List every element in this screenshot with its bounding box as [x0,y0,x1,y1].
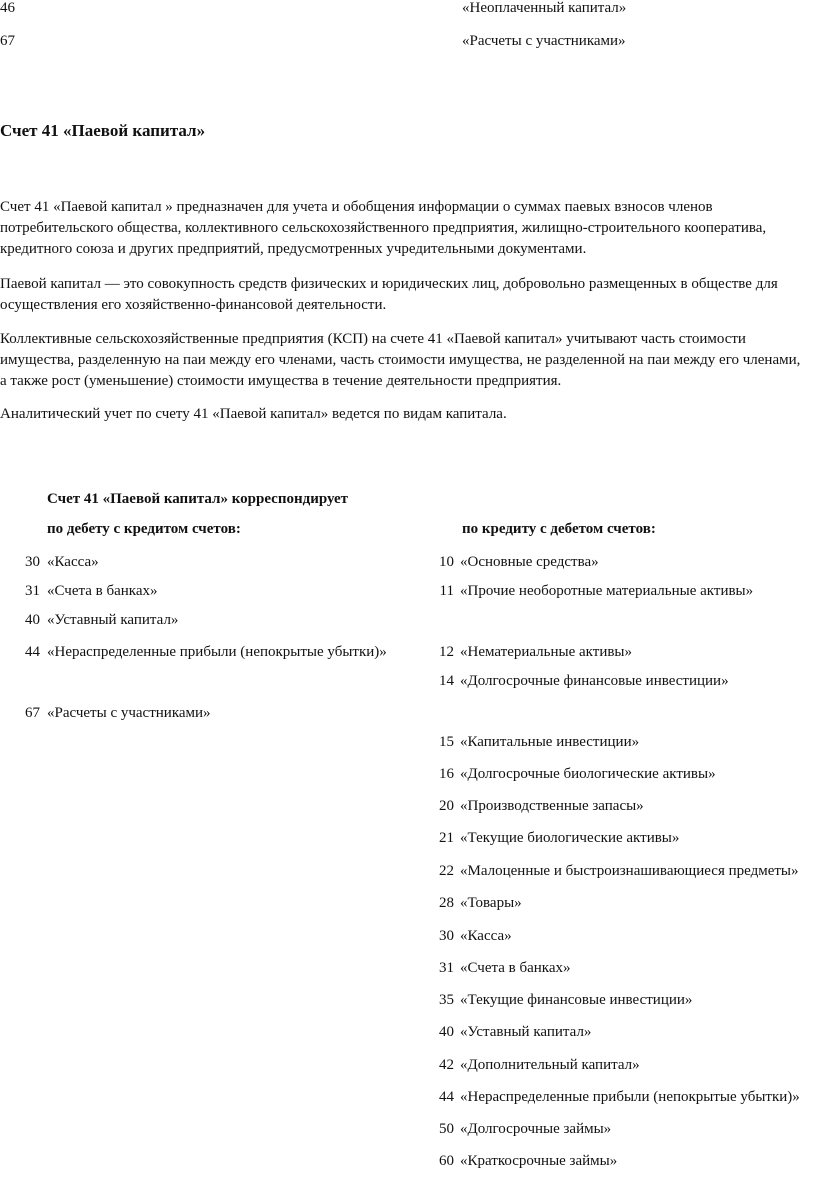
top-row-name: «Неоплаченный капитал» [462,0,627,16]
credit-row-name: «Производственные запасы» [460,798,644,814]
credit-row-name: «Касса» [460,928,512,944]
debit-row-name: «Расчеты с участниками» [47,705,211,721]
credit-row-code: 10 [439,554,454,570]
credit-row-code: 14 [439,673,454,689]
corr-heading: Счет 41 «Паевой капитал» корреспондирует [47,491,349,507]
debit-row-name: «Касса» [47,554,99,570]
credit-row-name: «Текущие финансовые инвестиции» [460,992,693,1008]
credit-row-name: «Товары» [460,895,522,911]
top-row-code: 46 [0,0,15,16]
paragraph: Паевой капитал — это совокупность средств физических и юридических лиц, добровольно размещенных в обществе для осуществления его хозяйственно-финансовой деятельности. [0,276,778,313]
section-title: Счет 41 «Паевой капитал» [0,121,206,140]
credit-header: по кредиту с дебетом счетов: [462,521,656,537]
credit-row-name: «Малоценные и быстроизнашивающиеся предметы» [460,863,799,879]
paragraph: Аналитический учет по счету 41 «Паевой капитал» ведется по видам капитала. [0,406,507,422]
credit-row-name: «Нераспределенные прибыли (непокрытые убытки)» [460,1089,800,1105]
debit-row-name: «Уставный капитал» [47,612,179,628]
credit-row-name: «Текущие биологические активы» [460,830,680,846]
credit-row-name: «Основные средства» [460,554,599,570]
credit-row-name: «Уставный капитал» [460,1024,592,1040]
debit-row-code: 30 [25,554,40,570]
credit-row-code: 35 [439,992,454,1008]
credit-row-name: «Долгосрочные займы» [460,1121,612,1137]
credit-row-code: 28 [439,895,454,911]
credit-row-code: 15 [439,734,454,750]
credit-row-code: 60 [439,1153,454,1169]
credit-row-name: «Долгосрочные биологические активы» [460,766,716,782]
paragraph: Коллективные сельскохозяйственные предприятия (КСП) на счете 41 «Паевой капитал» учитывают часть стоимости имущества, разделенную на паи между его членами, часть стоимости имущества, не разделенной на паи между его членами, а также рост (уменьшение) стоимости имущества в течение деятельности предприятия. [0,331,801,389]
credit-row-code: 16 [439,766,454,782]
top-row-code: 67 [0,33,15,49]
credit-row-code: 44 [439,1089,454,1105]
debit-header: по дебету с кредитом счетов: [47,521,241,537]
credit-row-name: «Капитальные инвестиции» [460,734,640,750]
credit-row-name: «Нематериальные активы» [460,644,633,660]
credit-row-name: «Прочие необоротные материальные активы» [460,583,754,599]
credit-row-code: 12 [439,644,454,660]
debit-row-code: 40 [25,612,40,628]
debit-row-code: 31 [25,583,40,599]
credit-row-code: 30 [439,928,454,944]
credit-row-name: «Краткосрочные займы» [460,1153,618,1169]
debit-row-code: 67 [25,705,40,721]
paragraph: Счет 41 «Паевой капитал » предназначен для учета и обобщения информации о суммах паевых взносов членов потребительского общества, коллективного сельскохозяйственного предприятия, жилищно-строительного кооператива, кредитного союза и других предприятий, предусмотренных учредительными документами. [0,199,767,257]
credit-row-name: «Долгосрочные финансовые инвестиции» [460,673,729,689]
credit-row-code: 42 [439,1057,454,1073]
credit-row-code: 20 [439,798,454,814]
debit-row-name: «Счета в банках» [47,583,158,599]
credit-row-code: 40 [439,1024,454,1040]
credit-row-name: «Счета в банках» [460,960,571,976]
debit-row-code: 44 [25,644,40,660]
credit-row-code: 21 [439,830,454,846]
credit-row-name: «Дополнительный капитал» [460,1057,640,1073]
top-row-name: «Расчеты с участниками» [462,33,626,49]
credit-row-code: 11 [439,583,454,599]
credit-row-code: 22 [439,863,454,879]
credit-row-code: 50 [439,1121,454,1137]
debit-row-name: «Нераспределенные прибыли (непокрытые убытки)» [47,644,387,660]
credit-row-code: 31 [439,960,454,976]
